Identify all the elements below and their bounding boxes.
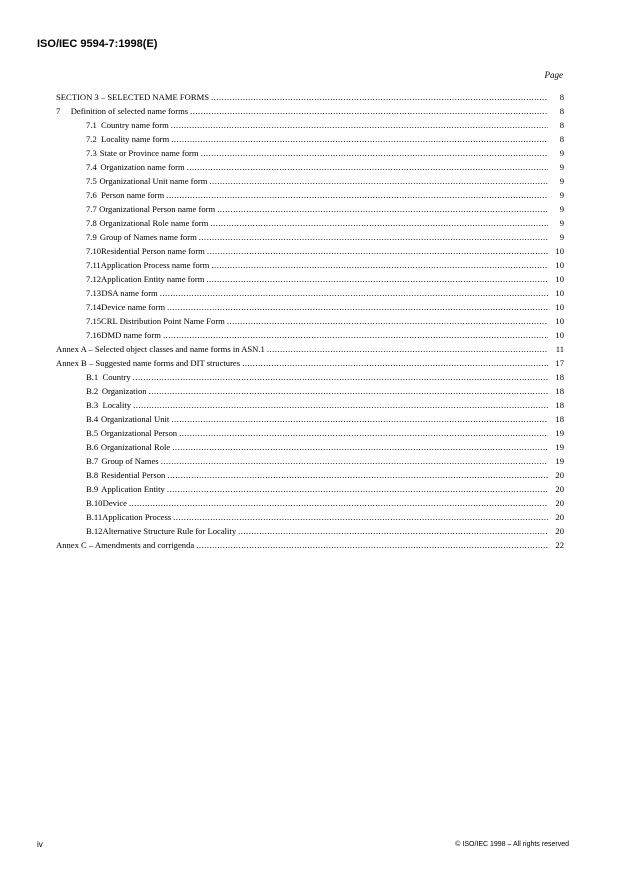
toc-entry	[56, 356, 564, 370]
toc-entry-title: Annex C – Amendments and corrigenda	[56, 540, 195, 550]
toc-dot-leader	[166, 188, 548, 202]
toc-entry	[56, 188, 564, 202]
toc-entry-number: 7.1	[86, 120, 97, 130]
toc-dot-leader	[227, 314, 548, 328]
toc-entry	[56, 426, 564, 440]
toc-entry-title: Application Entity	[101, 484, 165, 494]
toc-dot-leader	[167, 468, 548, 482]
toc-entry-page: 20	[555, 484, 564, 494]
toc-entry-page: 11	[555, 344, 564, 354]
toc-entry-page: 19	[555, 456, 564, 466]
table-of-contents	[56, 90, 564, 552]
toc-entry	[56, 216, 564, 230]
toc-entry-number: B.5	[86, 428, 99, 438]
toc-dot-leader	[196, 538, 548, 552]
toc-entry-number: 7.9	[86, 232, 97, 242]
toc-entry-title: Organizational Unit	[100, 414, 170, 424]
toc-entry-title: Locality name form	[100, 134, 170, 144]
toc-entry-number: 7.3	[86, 148, 97, 158]
toc-entry-title: Residential Person	[101, 470, 166, 480]
toc-entry-title: Country	[102, 372, 131, 382]
toc-entry-page: 8	[559, 134, 564, 144]
toc-entry-page: 18	[555, 372, 564, 382]
toc-entry-page: 10	[555, 330, 564, 340]
toc-entry-number: 7.16	[86, 330, 102, 340]
toc-entry	[56, 524, 564, 538]
toc-entry-number: 7.2	[86, 134, 97, 144]
toc-entry-title: Device	[102, 498, 127, 508]
toc-dot-leader	[211, 90, 548, 104]
toc-entry-number: 7.14	[86, 302, 102, 312]
toc-dot-leader	[133, 398, 548, 412]
toc-entry	[56, 286, 564, 300]
toc-entry-page: 10	[555, 246, 564, 256]
toc-entry-page: 20	[555, 498, 564, 508]
toc-dot-leader	[199, 230, 548, 244]
toc-dot-leader	[187, 160, 548, 174]
toc-entry-number: B.12	[86, 526, 103, 536]
toc-entry	[56, 454, 564, 468]
toc-entry-title: Alternative Structure Rule for Locality	[102, 526, 237, 536]
toc-dot-leader	[160, 286, 548, 300]
toc-entry-number: B.6	[86, 442, 99, 452]
toc-dot-leader	[210, 216, 548, 230]
toc-entry-page: 8	[559, 92, 564, 102]
toc-entry-page: 9	[559, 162, 564, 172]
toc-dot-leader	[201, 146, 548, 160]
toc-entry-number: B.9	[86, 484, 99, 494]
toc-entry-page: 19	[555, 442, 564, 452]
toc-dot-leader	[267, 342, 548, 356]
toc-entry-page: 9	[559, 232, 564, 242]
toc-entry-page: 20	[555, 512, 564, 522]
toc-entry-number: 7.13	[86, 288, 102, 298]
toc-entry-number: B.3	[86, 400, 99, 410]
toc-entry-page: 9	[559, 204, 564, 214]
toc-dot-leader	[167, 300, 548, 314]
toc-dot-leader	[171, 118, 548, 132]
toc-entry-title: Annex B – Suggested name forms and DIT structures	[56, 358, 241, 368]
toc-dot-leader	[238, 524, 548, 538]
toc-entry	[56, 510, 564, 524]
toc-entry-number: 7.8	[86, 218, 97, 228]
toc-entry-title: Organizational Unit name form	[99, 176, 208, 186]
toc-entry-title: Application Process	[102, 512, 172, 522]
toc-entry-title: Organizational Role	[100, 442, 171, 452]
toc-entry-number: B.10	[86, 498, 103, 508]
toc-entry	[56, 440, 564, 454]
toc-entry-title: DSA name form	[101, 288, 158, 298]
toc-entry-title: Organizational Person name form	[99, 204, 216, 214]
toc-entry-title: Residential Person name form	[101, 246, 205, 256]
toc-entry-page: 8	[559, 120, 564, 130]
toc-entry-page: 10	[555, 316, 564, 326]
toc-entry-page: 18	[555, 386, 564, 396]
toc-entry-page: 9	[559, 190, 564, 200]
toc-entry-title: Organization name form	[100, 162, 185, 172]
toc-dot-leader	[133, 370, 548, 384]
toc-entry-number: 7.10	[86, 246, 102, 256]
toc-entry-number: B.2	[86, 386, 99, 396]
toc-dot-leader	[217, 202, 548, 216]
toc-entry	[56, 482, 564, 496]
toc-entry	[56, 538, 564, 552]
toc-dot-leader	[179, 426, 548, 440]
toc-entry	[56, 412, 564, 426]
toc-entry	[56, 468, 564, 482]
toc-dot-leader	[209, 174, 548, 188]
toc-page-column-label: Page	[544, 70, 563, 80]
toc-entry-number: 7.5	[86, 176, 97, 186]
toc-entry-page: 10	[555, 274, 564, 284]
toc-entry-title: Annex A – Selected object classes and name forms in ASN.1	[56, 344, 265, 354]
toc-entry-title: Device name form	[101, 302, 166, 312]
toc-entry	[56, 146, 564, 160]
toc-entry-title: Application Process name form	[100, 260, 210, 270]
toc-dot-leader	[173, 510, 548, 524]
toc-entry-title: Group of Names name form	[99, 232, 197, 242]
toc-entry-number: 7.15	[86, 316, 102, 326]
toc-entry	[56, 118, 564, 132]
toc-entry	[56, 258, 564, 272]
toc-entry-title: Application Entity name form	[101, 274, 205, 284]
toc-entry	[56, 300, 564, 314]
toc-entry-number: 7	[56, 106, 61, 116]
toc-entry	[56, 314, 564, 328]
toc-entry-page: 19	[555, 428, 564, 438]
toc-entry-page: 18	[555, 400, 564, 410]
toc-entry-page: 8	[559, 106, 564, 116]
toc-entry-title: Locality	[102, 400, 132, 410]
toc-entry	[56, 132, 564, 146]
toc-entry-page: 17	[555, 358, 564, 368]
toc-entry	[56, 272, 564, 286]
toc-entry-number: 7.4	[86, 162, 97, 172]
toc-entry-page: 10	[555, 260, 564, 270]
toc-entry-title: Organizational Person	[100, 428, 178, 438]
toc-entry-page: 10	[555, 302, 564, 312]
toc-dot-leader	[172, 440, 548, 454]
toc-dot-leader	[206, 272, 548, 286]
toc-entry-title: CRL Distribution Point Name Form	[101, 316, 225, 326]
toc-dot-leader	[171, 412, 548, 426]
toc-entry-number: 7.6	[86, 190, 97, 200]
toc-entry-number: B.11	[86, 512, 103, 522]
toc-entry-page: 10	[555, 288, 564, 298]
toc-dot-leader	[129, 496, 548, 510]
toc-entry-title: Group of Names	[101, 456, 159, 466]
toc-entry-number: B.1	[86, 372, 99, 382]
toc-entry-page: 20	[555, 470, 564, 480]
toc-entry-page: 9	[559, 176, 564, 186]
toc-entry	[56, 328, 564, 342]
toc-entry	[56, 90, 564, 104]
toc-entry-title: State or Province name form	[99, 148, 199, 158]
toc-entry-title: Country name form	[100, 120, 169, 130]
toc-entry-number: 7.12	[86, 274, 102, 284]
toc-dot-leader	[211, 258, 548, 272]
toc-entry-page: 18	[555, 414, 564, 424]
toc-entry	[56, 174, 564, 188]
toc-entry-title: Organizational Role name form	[99, 218, 209, 228]
toc-dot-leader	[242, 356, 548, 370]
toc-dot-leader	[171, 132, 548, 146]
toc-dot-leader	[190, 104, 548, 118]
toc-entry-page: 9	[559, 148, 564, 158]
footer-copyright: © ISO/IEC 1998 – All rights reserved	[455, 841, 569, 848]
document-header-title: ISO/IEC 9594-7:1998(E)	[37, 38, 158, 50]
toc-dot-leader	[207, 244, 548, 258]
toc-entry-number: B.8	[86, 470, 99, 480]
toc-entry-number: 7.11	[86, 260, 101, 270]
toc-entry	[56, 230, 564, 244]
toc-entry	[56, 160, 564, 174]
toc-entry	[56, 398, 564, 412]
toc-entry-number: 7.7	[86, 204, 97, 214]
footer-page-number: iv	[37, 840, 43, 849]
toc-entry-title: Person name form	[101, 190, 165, 200]
toc-dot-leader	[167, 482, 548, 496]
toc-entry	[56, 370, 564, 384]
toc-dot-leader	[163, 328, 548, 342]
toc-entry	[56, 342, 564, 356]
toc-entry	[56, 384, 564, 398]
toc-entry	[56, 104, 564, 118]
toc-entry-number: B.4	[86, 414, 99, 424]
toc-entry-title: DMD name form	[101, 330, 161, 340]
toc-entry-title: SECTION 3 – SELECTED NAME FORMS	[56, 92, 210, 102]
toc-entry	[56, 244, 564, 258]
toc-dot-leader	[161, 454, 548, 468]
toc-entry-number: B.7	[86, 456, 99, 466]
toc-entry	[56, 496, 564, 510]
toc-entry-page: 9	[559, 218, 564, 228]
toc-entry-page: 20	[555, 526, 564, 536]
toc-entry-title: Definition of selected name forms	[70, 106, 189, 116]
toc-dot-leader	[149, 384, 548, 398]
toc-entry	[56, 202, 564, 216]
toc-entry-title: Organization	[101, 386, 147, 396]
toc-entry-page: 22	[555, 540, 564, 550]
